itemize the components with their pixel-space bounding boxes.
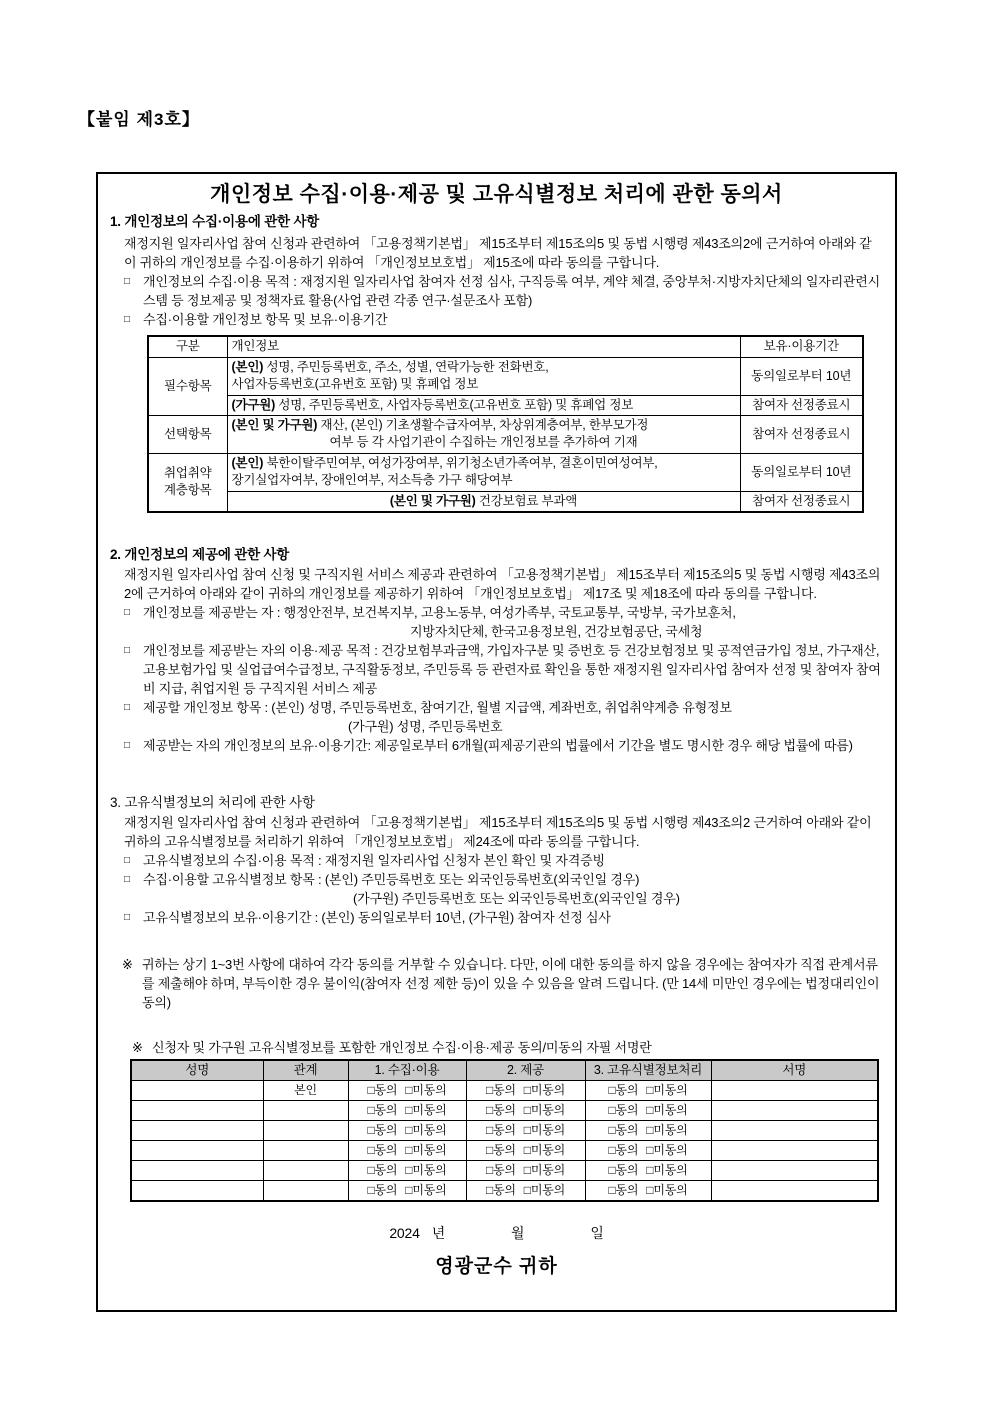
agree-checkbox[interactable]: □동의 xyxy=(608,1183,639,1197)
section-unique-id xyxy=(110,793,883,927)
reference-mark-icon: ※ xyxy=(122,956,133,972)
reference-mark-icon: ※ xyxy=(132,1039,143,1055)
column-header-category: 구분 xyxy=(148,336,227,357)
square-bullet-icon: □ xyxy=(124,854,130,866)
signature-field[interactable] xyxy=(711,1081,878,1101)
uid-items-text: 수집·이용할 고유식별정보 항목 : (본인) 주민등록번호 또는 외국인등록번호(외국인일 경우) (가구원) 주민등록번호 또는 외국인등록번호(외국인일 경우) xyxy=(143,871,680,906)
retention-cell: 참여자 선정종료시 xyxy=(740,395,863,415)
agree-checkbox[interactable]: □동의 xyxy=(485,1123,516,1137)
bullet-item xyxy=(124,736,883,755)
required-self-cell: (본인) 성명, 주민등록번호, 주소, 성별, 연락가능한 전화번호, 사업자등록번호(고유번호 포함) 및 휴폐업 정보 xyxy=(227,357,740,395)
disagree-checkbox[interactable]: □미동의 xyxy=(405,1143,447,1157)
consent-cell-provide xyxy=(466,1121,585,1141)
required-household-cell: (가구원) 성명, 주민등록번호, 사업자등록번호(고유번호 포함) 및 휴폐업 정보 xyxy=(227,395,740,415)
agree-checkbox[interactable]: □동의 xyxy=(485,1103,516,1117)
bullet-item xyxy=(124,272,883,310)
section3-heading: 3. 고유식별정보의 처리에 관한 사항 xyxy=(110,794,315,810)
date-month-label: 월 xyxy=(511,1225,525,1241)
square-bullet-icon: □ xyxy=(124,644,130,656)
consent-cell-uid xyxy=(585,1121,711,1141)
consent-cell-uid xyxy=(585,1141,711,1161)
section1-intro: 재정지원 일자리사업 참여 신청과 관련하여 「고용정책기본법」 제15조부터 제15조의5 및 동법 시행령 제43조의2에 근거하여 아래와 같이 귀하의 개인정보를 수집·이용하기 위하여 「개인정보보호법」 제15조에 따라 동의를 구합니다. xyxy=(124,236,872,270)
section-provision xyxy=(110,545,883,755)
disagree-checkbox[interactable]: □미동의 xyxy=(405,1123,447,1137)
consent-cell-uid xyxy=(585,1161,711,1181)
agree-checkbox[interactable]: □동의 xyxy=(367,1183,398,1197)
vulnerable-premium-cell: (본인 및 가구원) 건강보험료 부과액 xyxy=(227,491,740,512)
consent-cell-provide xyxy=(466,1181,585,1202)
retention-cell: 동의일로부터 10년 xyxy=(740,453,863,491)
signature-row xyxy=(131,1181,878,1202)
agree-checkbox[interactable]: □동의 xyxy=(367,1103,398,1117)
consent-cell-uid xyxy=(585,1101,711,1121)
provided-items-text: 제공할 개인정보 항목 : (본인) 성명, 주민등록번호, 참여기간, 월별 지급액, 계좌번호, 취업취약계층 유형정보 (가구원) 성명, 주민등록번호 xyxy=(143,699,732,734)
section1-heading: 1. 개인정보의 수집·이용에 관한 사항 xyxy=(110,214,320,229)
disagree-checkbox[interactable]: □미동의 xyxy=(405,1083,447,1097)
name-field[interactable] xyxy=(131,1101,263,1121)
consent-form xyxy=(96,172,897,1312)
subject-label: (본인) xyxy=(231,456,264,470)
addressee: 영광군수 귀하 xyxy=(435,1256,558,1277)
row-label-vulnerable: 취업취약 계층항목 xyxy=(148,453,227,512)
consent-cell-uid xyxy=(585,1181,711,1202)
date-day-label: 일 xyxy=(590,1225,604,1241)
square-bullet-icon: □ xyxy=(124,314,130,325)
disagree-checkbox[interactable]: □미동의 xyxy=(405,1103,447,1117)
uid-purpose-text: 고유식별정보의 수집·이용 목적 : 재정지원 일자리사업 신청자 본인 확인 및 자격증빙 xyxy=(143,852,605,868)
subject-label: (본인) xyxy=(231,360,264,374)
relation-field[interactable] xyxy=(263,1181,348,1202)
consent-cell-collect xyxy=(348,1181,466,1202)
consent-cell-uid xyxy=(585,1081,711,1101)
agree-checkbox[interactable]: □동의 xyxy=(367,1163,398,1177)
agree-checkbox[interactable]: □동의 xyxy=(608,1143,639,1157)
retention-cell: 동의일로부터 10년 xyxy=(740,357,863,395)
signature-section-note xyxy=(132,1038,883,1057)
name-field[interactable] xyxy=(131,1161,263,1181)
uid-retention-text: 고유식별정보의 보유·이용기간 : (본인) 동의일로부터 10년, (가구원) 참여자 선정 심사 xyxy=(143,909,611,925)
sig-header-collect: 1. 수집·이용 xyxy=(348,1060,466,1081)
agree-checkbox[interactable]: □동의 xyxy=(367,1083,398,1097)
column-header-retention: 보유·이용기간 xyxy=(740,336,863,357)
disagree-checkbox[interactable]: □미동의 xyxy=(646,1103,688,1117)
consent-cell-collect xyxy=(348,1081,466,1101)
disagree-checkbox[interactable]: □미동의 xyxy=(523,1163,566,1177)
date-year: 2024 xyxy=(389,1225,420,1241)
disagree-checkbox[interactable]: □미동의 xyxy=(646,1123,688,1137)
section2-heading: 2. 개인정보의 제공에 관한 사항 xyxy=(110,546,290,562)
sig-header-relation: 관계 xyxy=(263,1060,348,1081)
vulnerable-self-cell: (본인) 북한이탈주민여부, 여성가장여부, 위기청소년가족여부, 결혼이민여성여부, 장기실업자여부, 장애인여부, 저소득층 가구 해당여부 xyxy=(227,453,740,491)
consent-cell-provide xyxy=(466,1101,585,1121)
collection-items-text: 수집·이용할 개인정보 항목 및 보유·이용기간 xyxy=(143,312,388,327)
bullet-item xyxy=(124,310,883,329)
disagree-checkbox[interactable]: □미동의 xyxy=(523,1103,566,1117)
signature-row xyxy=(131,1161,878,1181)
bullet-item xyxy=(124,641,883,698)
square-bullet-icon: □ xyxy=(124,873,130,885)
retention-cell: 참여자 선정종료시 xyxy=(740,415,863,453)
disagree-checkbox[interactable]: □미동의 xyxy=(523,1123,566,1137)
signature-field[interactable] xyxy=(711,1101,878,1121)
signature-note-text: 신청자 및 가구원 고유식별정보를 포함한 개인정보 수집·이용·제공 동의/미동의 자필 서명란 xyxy=(152,1039,652,1055)
bullet-item xyxy=(124,908,883,927)
refusal-note xyxy=(122,955,883,1012)
recipients-text: 개인정보를 제공받는 자 : 행정안전부, 보건복지부, 고용노동부, 여성가족부, 국토교통부, 국방부, 국가보훈처, 지방자치단체, 한국고용정보원, 건강보험공단, 국세청 xyxy=(143,604,736,639)
agree-checkbox[interactable]: □동의 xyxy=(485,1143,516,1157)
name-field[interactable] xyxy=(131,1081,263,1101)
disagree-checkbox[interactable]: □미동의 xyxy=(523,1143,566,1157)
square-bullet-icon: □ xyxy=(124,606,130,618)
disagree-checkbox[interactable]: □미동의 xyxy=(646,1163,688,1177)
square-bullet-icon: □ xyxy=(124,739,130,751)
name-field[interactable] xyxy=(131,1141,263,1161)
bullet-item xyxy=(124,603,883,641)
agree-checkbox[interactable]: □동의 xyxy=(485,1163,516,1177)
relation-field[interactable] xyxy=(263,1121,348,1141)
section3-intro: 재정지원 일자리사업 참여 신청과 관련하여 「고용정책기본법」 제15조부터 제15조의5 및 동법 시행령 제43조의2 근거하여 아래와 같이 귀하의 고유식별정보를 처리하기 위하여 「개인정보보호법」 제24조에 따라 동의를 구합니다. xyxy=(124,814,872,849)
disagree-checkbox[interactable]: □미동의 xyxy=(523,1183,566,1197)
consent-cell-collect xyxy=(348,1121,466,1141)
signature-field[interactable] xyxy=(711,1181,878,1202)
agree-checkbox[interactable]: □동의 xyxy=(608,1103,639,1117)
signature-field[interactable] xyxy=(711,1121,878,1141)
bullet-item xyxy=(124,851,883,870)
name-field[interactable] xyxy=(131,1121,263,1141)
recipient-retention-text: 제공받는 자의 개인정보의 보유·이용기간: 제공일로부터 6개월(피제공기관의 법률에서 기간을 별도 명시한 경우 해당 법률에 따름) xyxy=(143,737,853,753)
section-collection-use xyxy=(110,212,883,513)
signature-field[interactable] xyxy=(711,1161,878,1181)
agree-checkbox[interactable]: □동의 xyxy=(367,1123,398,1137)
signature-row xyxy=(131,1141,878,1161)
bullet-item xyxy=(124,870,883,908)
agree-checkbox[interactable]: □동의 xyxy=(608,1083,639,1097)
disagree-checkbox[interactable]: □미동의 xyxy=(405,1183,447,1197)
row-label-optional: 선택항목 xyxy=(148,415,227,453)
row-label-required: 필수항목 xyxy=(148,357,227,415)
signature-row xyxy=(131,1121,878,1141)
date-line xyxy=(110,1224,883,1243)
name-field[interactable] xyxy=(131,1181,263,1202)
sig-header-name: 성명 xyxy=(131,1060,263,1081)
relation-field[interactable] xyxy=(263,1101,348,1121)
relation-field[interactable] xyxy=(263,1161,348,1181)
section2-intro: 재정지원 일자리사업 참여 신청 및 구직지원 서비스 제공과 관련하여 「고용정책기본법」 제15조부터 제15조의5 및 동법 시행령 제43조의2에 근거하여 아래와 같이 귀하의 개인정보를 제공하기 위하여 「개인정보보호법」 제17조 및 제18조에 따라 동의를 구합니다. xyxy=(124,566,881,601)
agree-checkbox[interactable]: □동의 xyxy=(367,1143,398,1157)
personal-info-table xyxy=(147,335,864,513)
agree-checkbox[interactable]: □동의 xyxy=(485,1083,516,1097)
signature-row xyxy=(131,1081,878,1101)
consent-cell-collect xyxy=(348,1161,466,1181)
signature-field[interactable] xyxy=(711,1141,878,1161)
column-header-personal-info: 개인정보 xyxy=(227,336,740,357)
optional-items-cell: (본인 및 가구원) 재산, (본인) 기초생활수급자여부, 차상위계층여부, 한부모가정 여부 등 각 사업기관이 수집하는 개인정보를 추가하여 기재 xyxy=(227,415,740,453)
subject-label: (본인 및 가구원) xyxy=(389,493,476,508)
date-year-label: 년 xyxy=(431,1225,446,1241)
relation-field[interactable] xyxy=(263,1141,348,1161)
disagree-checkbox[interactable]: □미동의 xyxy=(523,1083,566,1097)
signature-table xyxy=(130,1059,879,1203)
signature-row xyxy=(131,1101,878,1121)
square-bullet-icon: □ xyxy=(124,911,130,923)
relation-field: 본인 xyxy=(263,1081,348,1101)
sig-header-provide: 2. 제공 xyxy=(466,1060,585,1081)
agree-checkbox[interactable]: □동의 xyxy=(485,1183,516,1197)
agree-checkbox[interactable]: □동의 xyxy=(608,1163,639,1177)
consent-cell-collect xyxy=(348,1141,466,1161)
attachment-label: 【붙임 제3호】 xyxy=(78,110,200,129)
disagree-checkbox[interactable]: □미동의 xyxy=(646,1143,688,1157)
bullet-item xyxy=(124,698,883,736)
square-bullet-icon: □ xyxy=(124,276,130,287)
sig-header-uid: 3. 고유식별정보처리 xyxy=(585,1060,711,1081)
square-bullet-icon: □ xyxy=(124,701,130,713)
disagree-checkbox[interactable]: □미동의 xyxy=(405,1163,447,1177)
sig-header-signature: 서명 xyxy=(711,1060,878,1081)
disagree-checkbox[interactable]: □미동의 xyxy=(646,1183,688,1197)
disagree-checkbox[interactable]: □미동의 xyxy=(646,1083,688,1097)
consent-cell-provide xyxy=(466,1081,585,1101)
retention-cell: 참여자 선정종료시 xyxy=(740,491,863,512)
subject-label: (본인 및 가구원) xyxy=(231,418,318,432)
page-title: 개인정보 수집·이용·제공 및 고유식별정보 처리에 관한 동의서 xyxy=(210,183,783,206)
provision-purpose-text: 개인정보를 제공받는 자의 이용·제공 목적 : 건강보험부과금액, 가입자구분 및 증번호 등 건강보험정보 및 공적연금가입 정보, 가구재산, 고용보험가입 및 실업급여수급정보, 구직활동정보, 주민등록 등 관련자료 확인을 통한 재정지원 일자리사업 참여자 선정 및 참여자 참여비 지급, 취업지원 등 구직지원 서비스 제공 xyxy=(143,642,881,696)
subject-label: (가구원) xyxy=(231,397,276,412)
collection-purpose-text: 개인정보의 수집·이용 목적 : 재정지원 일자리사업 참여자 선정 심사, 구직등록 여부, 계약 체결, 중앙부처·지방자치단체의 일자리관련시스템 등 정보제공 및 정책자료 활용(사업 관련 각종 연구·설문조사 포함) xyxy=(143,274,881,308)
agree-checkbox[interactable]: □동의 xyxy=(608,1123,639,1137)
consent-cell-provide xyxy=(466,1141,585,1161)
consent-cell-provide xyxy=(466,1161,585,1181)
refusal-note-text: 귀하는 상기 1~3번 사항에 대하여 각각 동의를 거부할 수 있습니다. 다만, 이에 대한 동의를 하지 않을 경우에는 참여자가 직접 관계서류를 제출해야 하며, 부득이한 경우 불이익(참여자 선정 제한 등)이 있을 수 있음을 알려 드립니다. (만 14세 미만인 경우에는 법정대리인이 동의) xyxy=(142,956,880,1010)
consent-cell-collect xyxy=(348,1101,466,1121)
